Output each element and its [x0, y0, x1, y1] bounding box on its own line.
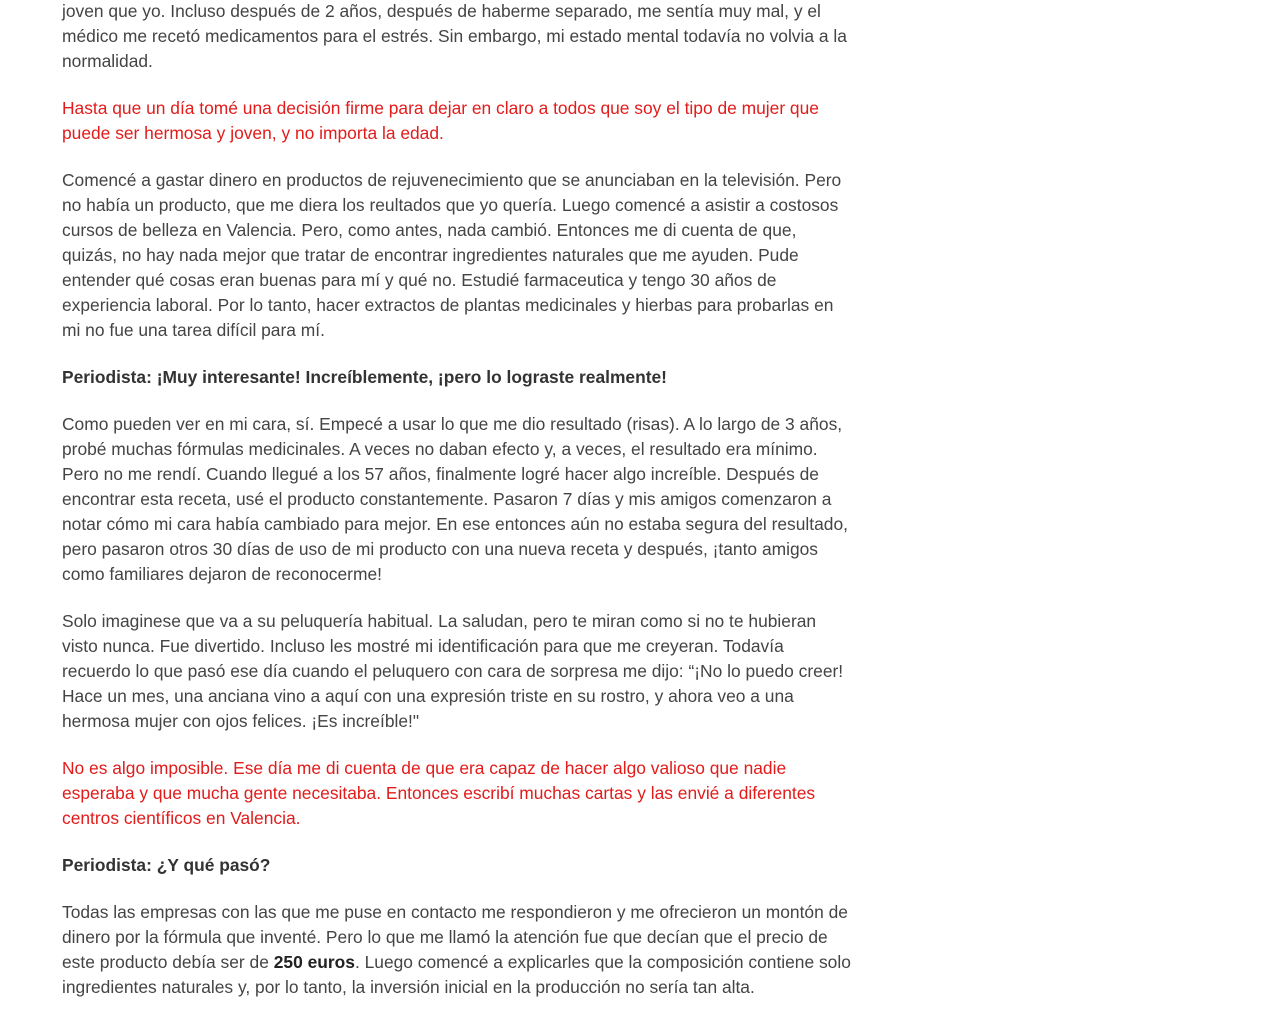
paragraph-results: Como pueden ver en mi cara, sí. Empecé a usar lo que me dio resultado (risas). A lo largo de 3 años, probé muchas fórmulas medicinales. A veces no daban efecto y, a veces, el resultado era mínimo. Pero no me rendí. Cuando llegué a los 57 años, finalmente logré hacer algo increíble. Después de encontrar esta receta, usé el producto constantemente. Pasaron 7 días y mis amigos comenzaron a notar cómo mi cara había cambiado para mejor. En ese entonces aún no estaba segura del resultado, pero pasaron otros 30 días de uso de mi producto con una nueva receta y después, ¡tanto amigos como familiares dejaron de reconocerme! — [62, 414, 848, 584]
companies-text-start: Todas las empresas con las que me puse en contacto me respondieron y me ofrecieron un montón de dinero por la fórmula que inventé. Pero lo que me llamó la atención fue que decían que el precio de este producto debía ser de — [62, 902, 848, 972]
paragraph-separation: joven que yo. Incluso después de 2 años, después de haberme separado, me sentía muy mal, y el médico me recetó medicamentos para el estrés. Sin embargo, mi estado mental todavía no volvia a la normalidad. — [62, 1, 847, 71]
paragraph-products: Comencé a gastar dinero en productos de rejuvenecimiento que se anunciaban en la televisión. Pero no había un producto, que me diera los reultados que yo quería. Luego comencé a asistir a costosos cursos de belleza en Valencia. Pero, como antes, nada cambió. Entonces me di cuenta de que, quizás, no hay nada mejor que tratar de encontrar ingredientes naturales que me ayuden. Pude entender qué cosas eran buenas para mí y qué no. Estudié farmaceutica y tengo 30 años de experiencia laboral. Por lo tanto, hacer extractos de plantas medicinales y hierbas para probarlas en mi no fue una tarea difícil para mí. — [62, 170, 842, 340]
paragraph-companies — [62, 900, 852, 1000]
companies-text-end: . Luego comencé a explicarles que la composición contiene solo ingredientes naturales y, por lo tanto, la inversión inicial en la producción no sería tan alta. — [62, 952, 851, 997]
paragraph-hairdresser: Solo imaginese que va a su peluquería habitual. La saludan, pero te miran como si no te hubieran visto nunca. Fue divertido. Incluso les mostré mi identificación para que me creyeran. Todavía recuerdo lo que pasó ese día cuando el peluquero con cara de sorpresa me dijo: “¡No lo puedo creer! Hace un mes, una anciana vino a aquí con una expresión triste en su rostro, y ahora veo a una hermosa mujer con ojos felices. ¡Es increíble!" — [62, 611, 844, 731]
journalist-question-2: Periodista: ¿Y qué pasó? — [62, 855, 271, 875]
price-highlight: 250 euros — [273, 952, 355, 972]
paragraph-decision-highlight: Hasta que un día tomé una decisión firme para dejar en claro a todos que soy el tipo de mujer que puede ser hermosa y joven, y no importa la edad. — [62, 98, 819, 143]
article-body — [62, 0, 852, 1022]
paragraph-impossible-highlight: No es algo imposible. Ese día me di cuenta de que era capaz de hacer algo valioso que nadie esperaba y que mucha gente necesitaba. Entonces escribí muchas cartas y las envié a diferentes centros científicos en Valencia. — [62, 758, 816, 828]
journalist-question-1: Periodista: ¡Muy interesante! Increíblemente, ¡pero lo lograste realmente! — [62, 367, 667, 387]
